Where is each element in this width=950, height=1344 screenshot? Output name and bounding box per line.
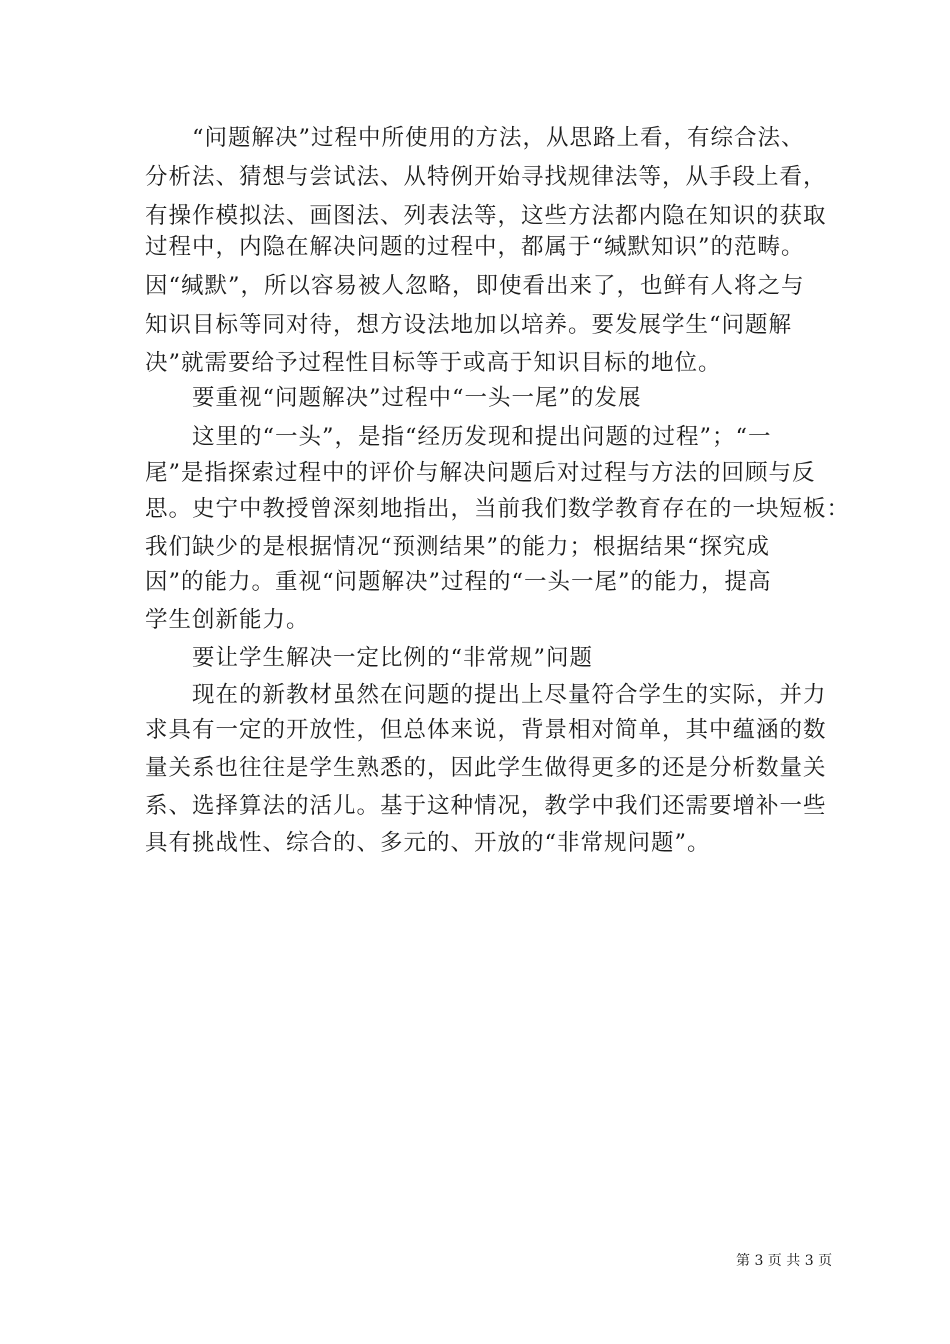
- text-line: 尾”是指探索过程中的评价与解决问题后对过程与方法的回顾与反: [145, 460, 816, 486]
- text-line: 因”的能力。重视“问题解决”过程的“一头一尾”的能力，提高: [145, 569, 772, 595]
- text-line: 学生创新能力。: [145, 607, 310, 633]
- section-heading: 要重视“问题解决”过程中“一头一尾”的发展: [145, 385, 642, 411]
- section-heading: 要让学生解决一定比例的“非常规”问题: [145, 645, 594, 671]
- text-line: 现在的新教材虽然在问题的提出上尽量符合学生的实际，并力: [145, 682, 827, 708]
- text-line: 求具有一定的开放性，但总体来说，背景相对简单，其中蕴涵的数: [145, 717, 827, 743]
- text-line: 有操作模拟法、画图法、列表法等，这些方法都内隐在知识的获取: [145, 203, 827, 229]
- text-line: 过程中，内隐在解决问题的过程中，都属于“缄默知识”的范畴。: [145, 234, 805, 260]
- text-line: 分析法、猜想与尝试法、从特例开始寻找规律法等，从手段上看，: [145, 164, 827, 190]
- text-line: “问题解决”过程中所使用的方法，从思路上看，有综合法、: [145, 125, 805, 151]
- text-line: 因“缄默”，所以容易被人忽略，即使看出来了，也鲜有人将之与: [145, 273, 805, 299]
- text-line: 知识目标等同对待，想方设法地加以培养。要发展学生“问题解: [145, 312, 793, 338]
- text-line: 具有挑战性、综合的、多元的、开放的“非常规问题”。: [145, 830, 711, 856]
- text-line: 我们缺少的是根据情况“预测结果”的能力；根据结果“探究成: [145, 534, 771, 560]
- text-line: 这里的“一头”，是指“经历发现和提出问题的过程”；“一: [145, 424, 772, 450]
- text-line: 决”就需要给予过程性目标等于或高于知识目标的地位。: [145, 350, 722, 376]
- text-line: 量关系也往往是学生熟悉的，因此学生做得更多的还是分析数量关: [145, 755, 827, 781]
- text-line: 思。史宁中教授曾深刻地指出，当前我们数学教育存在的一块短板：: [145, 496, 851, 522]
- page-number: 第 3 页 共 3 页: [736, 1253, 833, 1269]
- text-line: 系、选择算法的活儿。基于这种情况，教学中我们还需要增补一些: [145, 793, 827, 819]
